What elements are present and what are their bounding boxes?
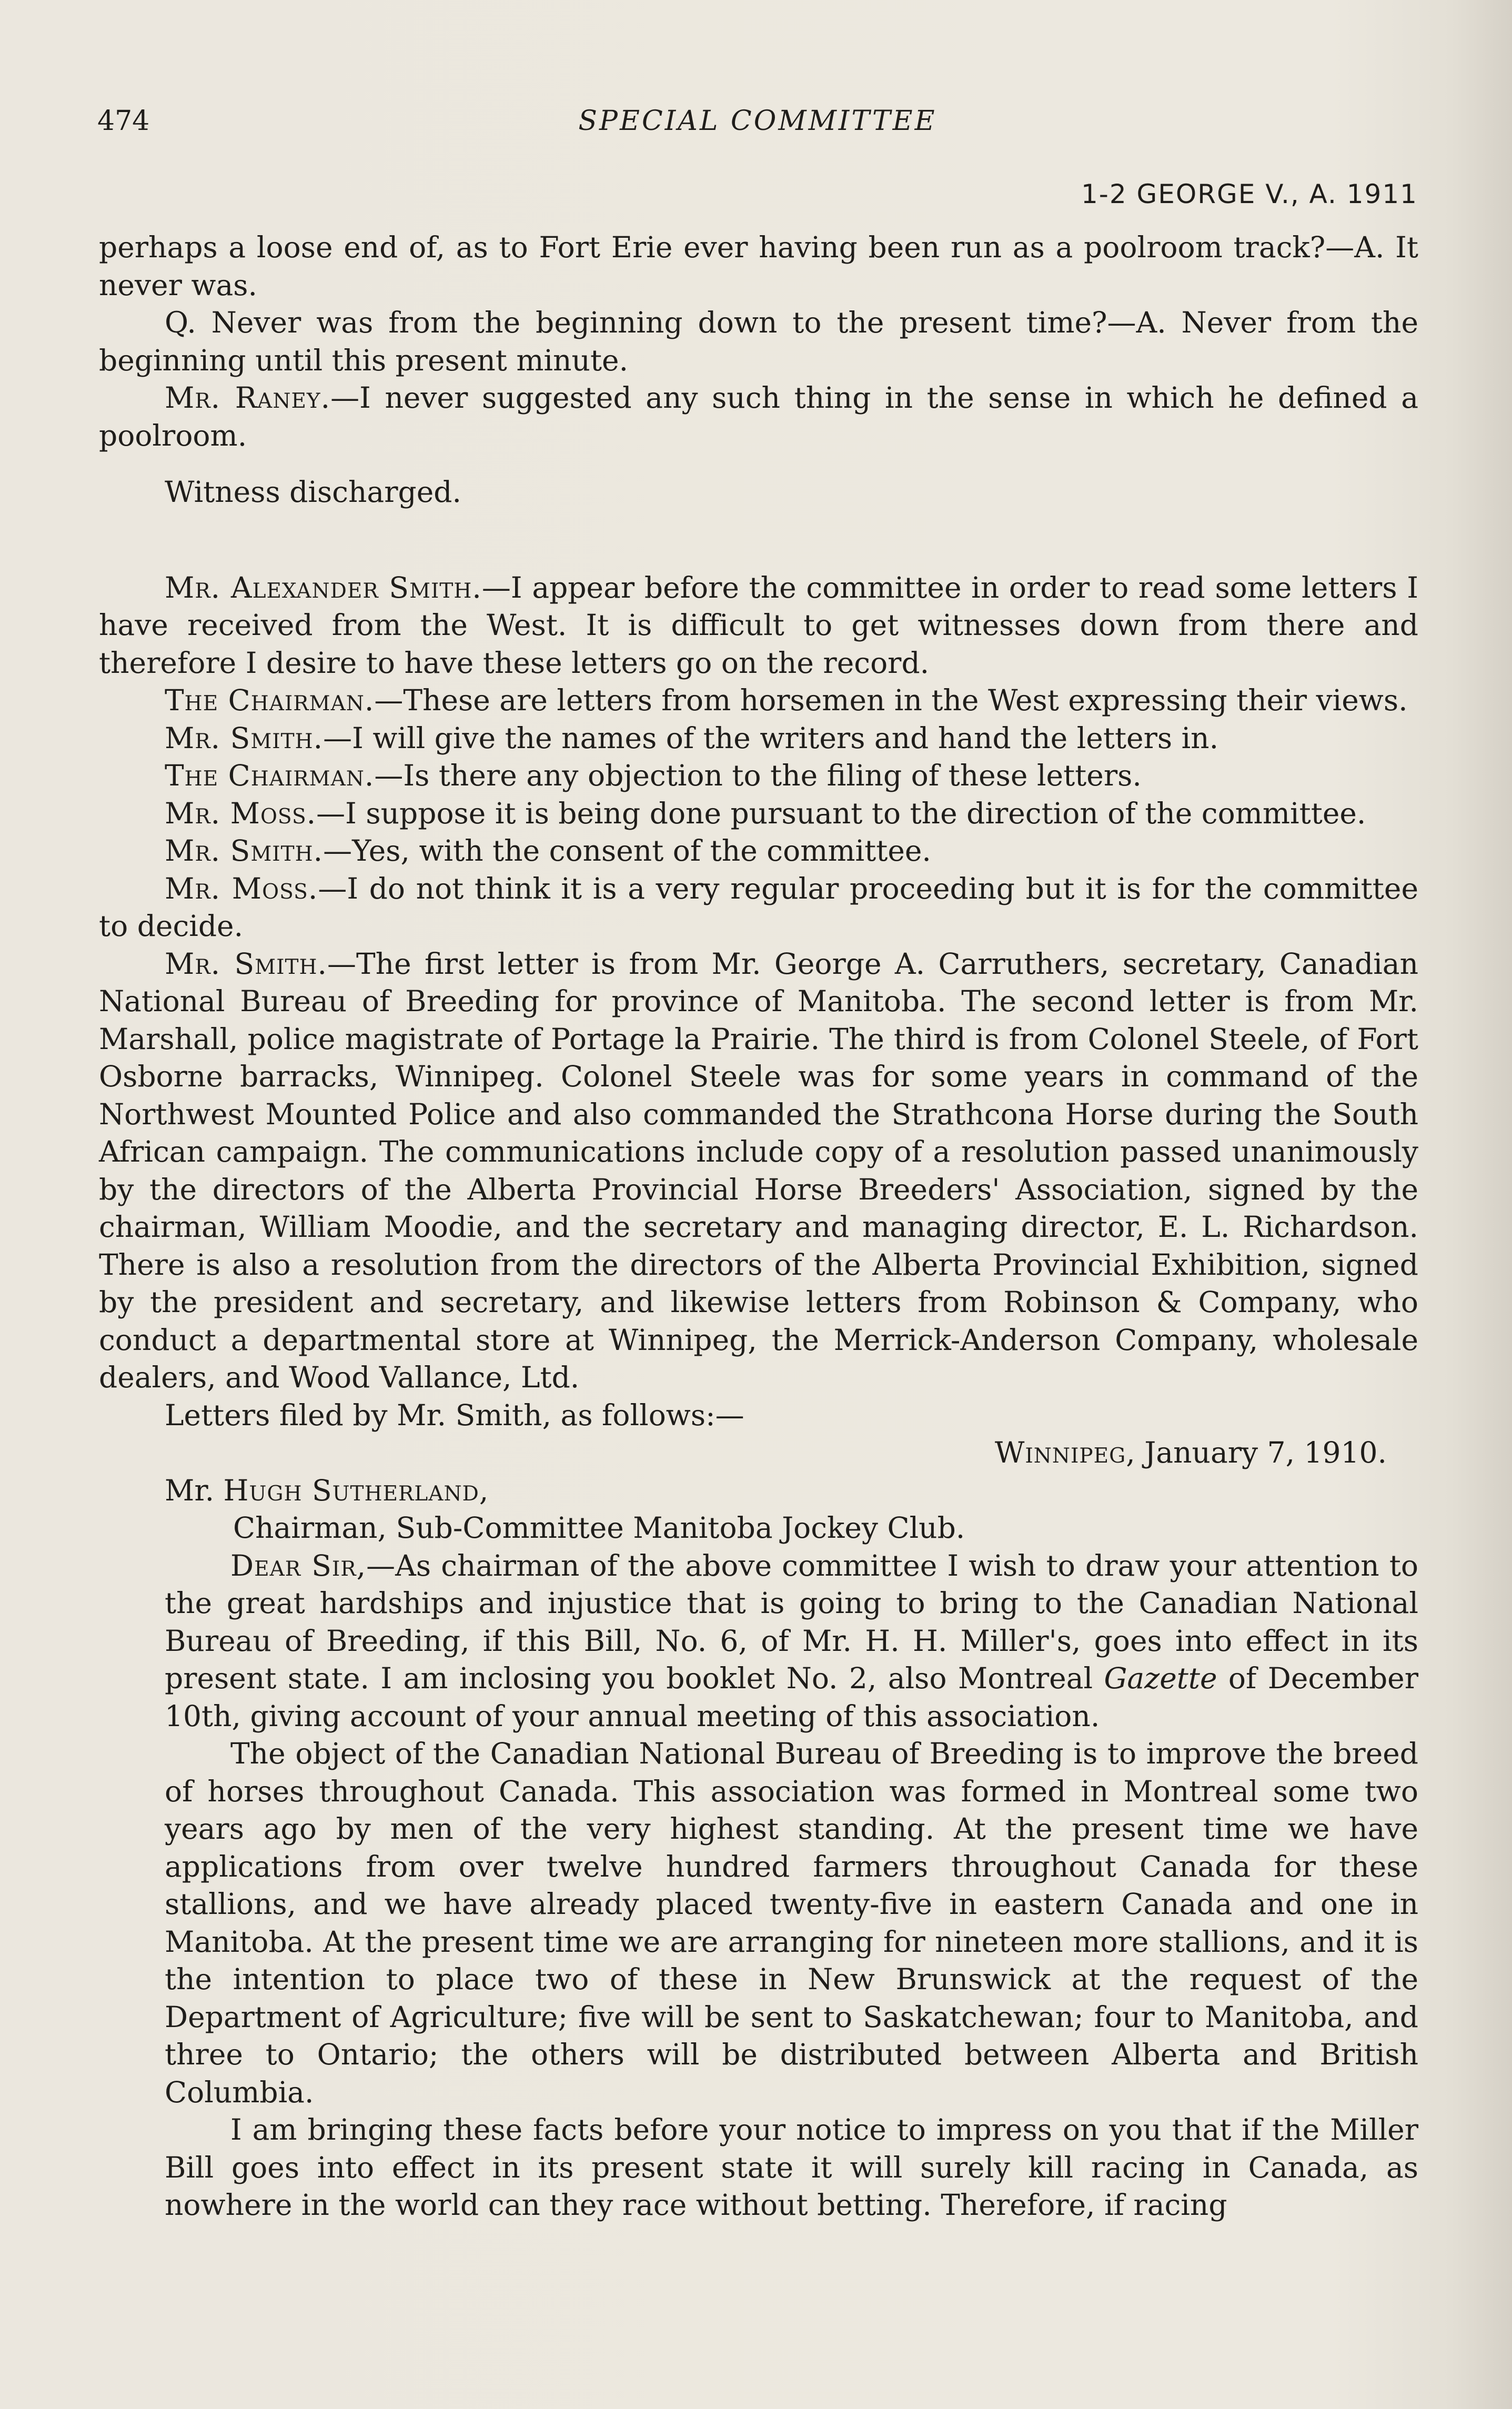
- speaker: The Chairman.: [165, 759, 375, 792]
- letter-text: —As chairman of the above committee I wish to draw your attention to the great hardships and injustice that is going to bring to the Canadian National Bureau of Breeding, if this Bill, No. 6, of Mr. H. H. Miller's, goes into effect in its present state. I am inclosing you booklet No. 2, also Montreal: [165, 1548, 1418, 1695]
- addressee-name-text: Hugh Sutherland: [223, 1473, 479, 1507]
- speaker: Mr. Smith.: [165, 834, 324, 868]
- speech: —I will give the names of the writers and hand the letters in.: [323, 721, 1219, 755]
- speaker: Mr. Moss.: [165, 796, 317, 830]
- speech: —I suppose it is being done pursuant to the direction of the committee.: [316, 796, 1366, 830]
- addressee-name: [99, 1472, 1418, 1510]
- letter-paragraph: I am bringing these facts before your notice to impress on you that if the Miller Bill goes into effect in its present state it will surely kill racing in Canada, as nowhere in the world can they race without betting. Therefore, if racing: [165, 2113, 1418, 2222]
- letter-paragraph: [165, 1547, 1418, 1736]
- speech: —The first letter is from Mr. George A. Carruthers, secretary, Canadian National Bureau of Breeding for province of Manitoba. The second letter is from Mr. Marshall, police magistrate of Portage la Prairie. The third is from Colonel Steele, of Fort Osborne barracks, Winnipeg. Colonel Steele was for some years in command of the Northwest Mounted Police and also commanded the Strathcona Horse during the South African campaign. The communications include copy of a resolution passed unanimously by the directors of the Alberta Provincial Horse Breeders' Association, signed by the chairman, William Moodie, and the secretary and managing director, E. L. Richardson. There is also a resolution from the directors of the Alberta Provincial Exhibition, signed by the president and secretary, and likewise letters from Robinson & Company, who conduct a departmental store at Winnipeg, the Merrick-Anderson Company, wholesale dealers, and Wood Vallance, Ltd.: [99, 946, 1419, 1394]
- paragraph: [99, 569, 1418, 682]
- paragraph: [99, 832, 1418, 870]
- letter-text: of December 10th, giving account of your annual meeting of this association.: [165, 1661, 1418, 1733]
- paragraph: [99, 870, 1418, 945]
- paragraph: Q. Never was from the beginning down to the present time?—A. Never from the beginning until this present minute.: [99, 306, 1418, 377]
- paragraph: Letters filed by Mr. Smith, as follows:—: [165, 1398, 744, 1432]
- addressee-suffix: ,: [479, 1473, 489, 1507]
- paragraph: [99, 379, 1418, 455]
- letter-body: [99, 1547, 1418, 2224]
- speech: —I do not think it is a very regular proceeding but it is for the committee to decide.: [99, 871, 1418, 943]
- paragraph: [99, 945, 1418, 1397]
- speech: —Yes, with the consent of the committee.: [323, 834, 931, 868]
- running-head: SPECIAL COMMITTEE: [578, 105, 937, 137]
- letter-paragraph: The object of the Canadian National Bureau of Breeding is to improve the breed of horses throughout Canada. This association was formed in Montreal some two years ago by men of the very highest standing. At the present time we have applications from over twelve hundred farmers throughout Canada for these stallions, and we have already placed twenty-five in eastern Canada and one in Manitoba. At the present time we are arranging for nineteen more stallions, and it is the intention to place two of these in New Brunswick at the request of the Department of Agriculture; five will be sent to Saskatchewan; four to Manitoba, and three to Ontario; the others will be distributed between Alberta and British Columbia.: [165, 1737, 1418, 2109]
- speaker: Mr. Moss.: [165, 871, 318, 905]
- dateline-place: Winnipeg: [994, 1436, 1126, 1469]
- speaker: Mr. Smith.: [165, 721, 324, 755]
- speaker: Mr. Alexander Smith.: [165, 570, 482, 604]
- speech: —These are letters from horsemen in the West expressing their views.: [374, 683, 1408, 717]
- paragraph: Witness discharged.: [165, 475, 461, 509]
- speech: —Is there any objection to the filing of these letters.: [374, 759, 1142, 792]
- speaker: The Chairman.: [165, 683, 375, 717]
- paragraph: [99, 682, 1418, 720]
- paragraph: [99, 720, 1418, 758]
- page-header: [97, 105, 1418, 209]
- speaker: Mr. Raney.: [165, 381, 331, 415]
- paragraph: perhaps a loose end of, as to Fort Erie ever having been run as a poolroom track?—A. It never was.: [99, 230, 1418, 302]
- dateline-date: , January 7, 1910.: [1126, 1436, 1387, 1469]
- addressee-prefix: Mr.: [165, 1473, 224, 1507]
- dateline: [99, 1434, 1418, 1472]
- salutation: Dear Sir,: [230, 1548, 367, 1583]
- speech: —I never suggested any such thing in the sense in which he defined a poolroom.: [99, 381, 1418, 452]
- addressee-title: Chairman, Sub-Committee Manitoba Jockey Club.: [233, 1511, 965, 1545]
- page-number: 474: [97, 105, 150, 137]
- speaker: Mr. Smith.: [165, 946, 328, 981]
- speech: —I appear before the committee in order to read some letters I have received from the West. It is difficult to get witnesses down from there and therefore I desire to have these letters go on the record.: [99, 570, 1418, 680]
- body-text: [99, 229, 1418, 2224]
- session-label: 1-2 GEORGE V., A. 1911: [1081, 179, 1418, 209]
- paragraph: [99, 757, 1418, 795]
- paragraph: [99, 795, 1418, 833]
- newspaper-title: Gazette: [1104, 1661, 1217, 1695]
